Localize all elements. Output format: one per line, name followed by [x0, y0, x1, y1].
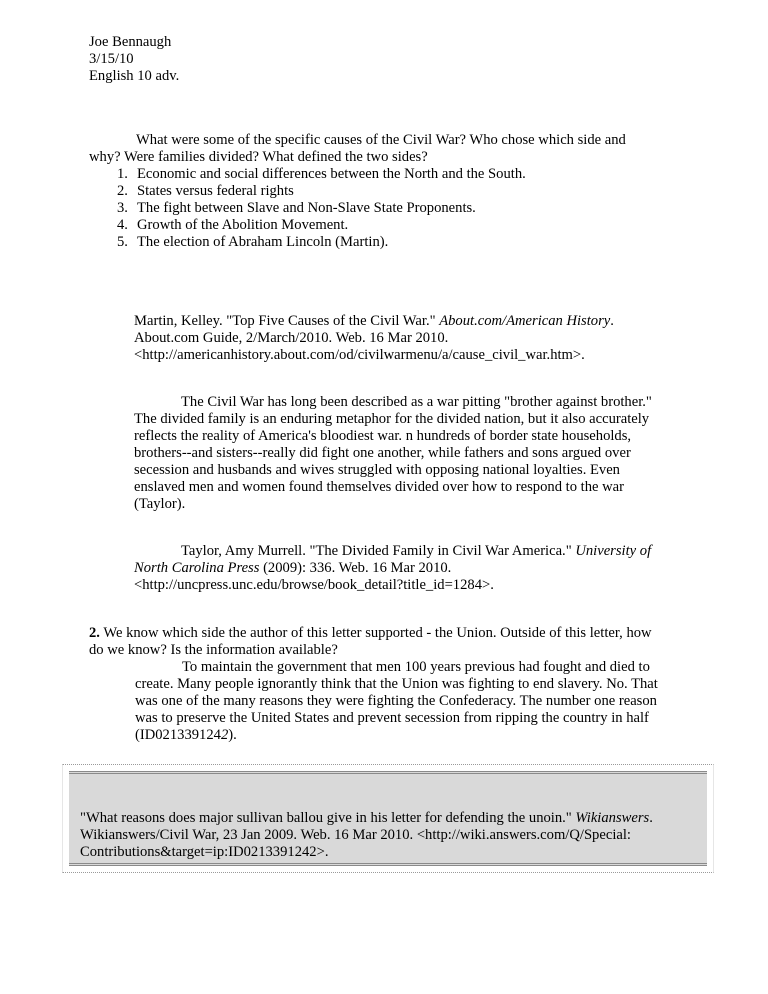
citation-taylor-line-1: Taylor, Amy Murrell. "The Divided Family in Civil War America." University of: [181, 543, 652, 559]
citation-wiki-line-1: "What reasons does major sullivan ballou give in his letter for defending the unoin." Wikianswers.: [80, 810, 653, 826]
quote-line: reflects the reality of America's bloodiest war. n hundreds of border state households,: [134, 428, 632, 444]
question-2-line-1: 2. We know which side the author of this letter supported - the Union. Outside of this letter, how: [89, 625, 652, 641]
question-1-line-1: What were some of the specific causes of the Civil War? Who chose which side and: [136, 132, 626, 148]
quote-line: The divided family is an enduring metaphor for the divided nation, but it also accurately: [134, 411, 650, 427]
citation-taylor: [134, 543, 651, 594]
student-header: [89, 34, 179, 85]
causes-list: [89, 166, 709, 251]
list-item: 4. Growth of the Abolition Movement.: [117, 217, 349, 233]
quote-line: The Civil War has long been described as a war pitting "brother against brother.": [181, 394, 652, 410]
citation-martin: [134, 313, 614, 364]
answer-line: To maintain the government that men 100 years previous had fought and died to: [182, 659, 650, 675]
question-2-answer: [89, 659, 658, 744]
quote-line: enslaved men and women found themselves divided over how to respond to the war: [134, 479, 624, 495]
citation-wiki-line-3: Contributions&target=ip:ID0213391242>.: [80, 844, 329, 860]
citation-wiki-line-2: Wikianswers/Civil War, 23 Jan 2009. Web. 16 Mar 2010. <http://wiki.answers.com/Q/Special:: [80, 827, 631, 843]
list-item: 1. Economic and social differences between the North and the South.: [117, 166, 526, 182]
citation-martin-line-1: Martin, Kelley. "Top Five Causes of the Civil War." About.com/American History.: [134, 313, 614, 329]
question-2-line-2: do we know? Is the information available?: [89, 642, 338, 658]
list-item: 5. The election of Abraham Lincoln (Martin).: [117, 234, 389, 250]
list-item: 2. States versus federal rights: [117, 183, 294, 199]
citation-wiki-box: [69, 771, 707, 866]
question-2: [89, 625, 658, 744]
course-name: English 10 adv.: [89, 68, 180, 84]
answer-line: (ID0213391242).: [135, 727, 237, 743]
quote-line: (Taylor).: [134, 496, 186, 512]
question-2-number: 2.: [89, 625, 100, 641]
quote-line: secession and husbands and wives struggled with opposing national loyalties. Even: [134, 462, 620, 478]
answer-line: was one of the many reasons they were fighting the Confederacy. The number one reason: [135, 693, 657, 709]
author-name: Joe Bennaugh: [89, 34, 172, 50]
question-1-line-2: why? Were families divided? What defined the two sides?: [89, 149, 428, 165]
citation-taylor-url: <http://uncpress.unc.edu/browse/book_detail?title_id=1284>.: [134, 577, 494, 593]
citation-martin-url: <http://americanhistory.about.com/od/civilwarmenu/a/cause_civil_war.htm>.: [134, 347, 585, 363]
answer-line: was to preserve the United States and prevent secession from ripping the country in half: [135, 710, 649, 726]
list-item: 3. The fight between Slave and Non-Slave State Proponents.: [117, 200, 476, 216]
taylor-quote: [134, 394, 652, 513]
quote-line: brothers--and sisters--really did fight one another, while fathers and sons argued over: [134, 445, 631, 461]
date: 3/15/10: [89, 51, 134, 67]
citation-taylor-line-2: North Carolina Press (2009): 336. Web. 16 Mar 2010.: [134, 560, 452, 576]
answer-line: create. Many people ignorantly think that the Union was fighting to end slavery. No. That: [135, 676, 658, 692]
citation-martin-line-2: About.com Guide, 2/March/2010. Web. 16 Mar 2010.: [134, 330, 449, 346]
question-1: [89, 132, 709, 251]
